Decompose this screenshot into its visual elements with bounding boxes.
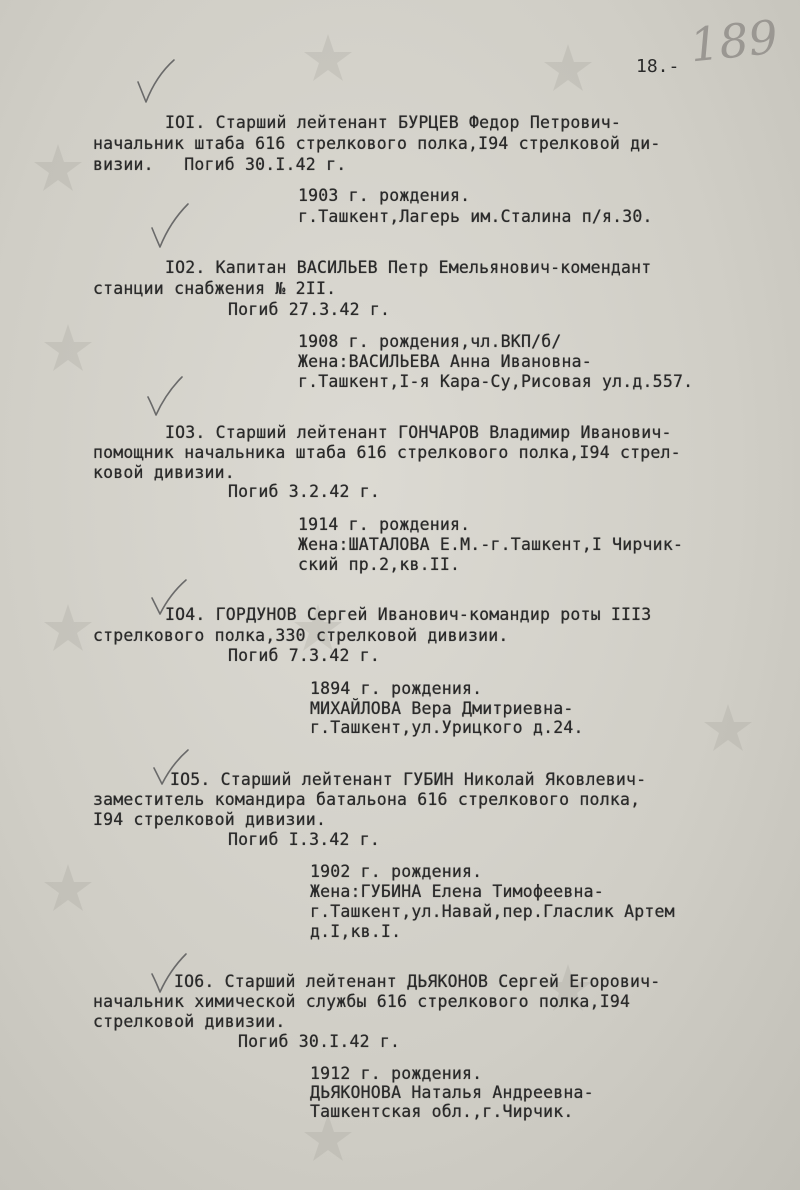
entry-106-line-3: стрелковой дивизии. <box>93 1012 286 1031</box>
entry-105-line-1: IO5. Старший лейтенант ГУБИН Николай Яковлевич- <box>170 770 647 789</box>
entry-105-death: Погиб I.3.42 г. <box>228 830 381 849</box>
entry-106-line-1: IO6. Старший лейтенант ДЬЯКОНОВ Сергей Егорович- <box>174 972 661 991</box>
watermark-star-icon <box>540 40 596 96</box>
entry-104-relative: МИХАЙЛОВА Вера Дмитриевна- <box>310 699 574 718</box>
entry-105-address-2: д.I,кв.I. <box>310 922 402 941</box>
entry-105-line-3: I94 стрелковой дивизии. <box>93 810 327 829</box>
watermark-star-icon <box>700 700 756 756</box>
entry-102-line-2: станции снабжения № 2II. <box>93 279 337 298</box>
entry-103-wife: Жена:ШАТАЛОВА Е.М.-г.Ташкент,I Чирчик- <box>298 535 684 554</box>
handwritten-checkmark-icon <box>142 375 188 425</box>
entry-102-wife: Жена:ВАСИЛЬЕВА Анна Ивановна- <box>298 352 592 371</box>
entry-105-wife: Жена:ГУБИНА Елена Тимофеевна- <box>310 882 604 901</box>
entry-101-birth: 1903 г. рождения. <box>298 186 471 205</box>
entry-103-line-1: IO3. Старший лейтенант ГОНЧАРОВ Владимир Иванович- <box>165 423 672 442</box>
entry-104-line-1: IO4. ГОРДУНОВ Сергей Иванович-командир роты III3 <box>165 605 652 624</box>
entry-105-birth: 1902 г. рождения. <box>310 862 483 881</box>
entry-103-death: Погиб 3.2.42 г. <box>228 482 381 501</box>
entry-105-line-2: заместитель командира батальона 616 стрелкового полка, <box>93 790 641 809</box>
handwritten-checkmark-icon <box>132 56 178 106</box>
entry-102-birth: 1908 г. рождения,чл.ВКП/б/ <box>298 332 562 351</box>
entry-106-birth: 1912 г. рождения. <box>310 1064 483 1083</box>
entry-102-address: г.Ташкент,I-я Кара-Су,Рисовая ул.д.557. <box>298 372 694 391</box>
entry-102-death: Погиб 27.3.42 г. <box>228 300 391 319</box>
entry-106-relative: ДЬЯКОНОВА Наталья Андреевна- <box>310 1083 594 1102</box>
entry-104-birth: 1894 г. рождения. <box>310 679 483 698</box>
watermark-star-icon <box>30 140 86 196</box>
entry-101-address: г.Ташкент,Лагерь им.Сталина п/я.30. <box>298 207 653 226</box>
entry-104-address: г.Ташкент,ул.Урицкого д.24. <box>310 718 584 737</box>
entry-106-line-2: начальник химической службы 616 стрелкового полка,I94 <box>93 992 631 1011</box>
entry-105-address: г.Ташкент,ул.Навай,пер.Гласлик Артем <box>310 902 675 921</box>
watermark-star-icon <box>40 860 96 916</box>
entry-106-death: Погиб 30.I.42 г. <box>238 1032 401 1051</box>
entry-101-line-2: начальник штаба 616 стрелкового полка,I94 стрелковой ди- <box>93 134 661 153</box>
entry-103-address: ский пр.2,кв.II. <box>298 555 461 574</box>
entry-103-line-3: ковой дивизии. <box>93 463 235 482</box>
watermark-star-icon <box>40 320 96 376</box>
entry-106-address: Ташкентская обл.,г.Чирчик. <box>310 1102 574 1121</box>
watermark-star-icon <box>300 30 356 86</box>
entry-101-line-3: визии. Погиб 30.I.42 г. <box>93 155 347 174</box>
entry-103-birth: 1914 г. рождения. <box>298 515 471 534</box>
watermark-star-icon <box>40 600 96 656</box>
entry-101-line-1: IOI. Старший лейтенант БУРЦЕВ Федор Петрович- <box>165 113 622 132</box>
entry-104-line-2: стрелкового полка,330 стрелковой дивизии. <box>93 626 509 645</box>
entry-103-line-2: помощник начальника штаба 616 стрелкового полка,I94 стрел- <box>93 443 681 462</box>
handwritten-checkmark-icon <box>146 200 192 250</box>
page-number: 18.- <box>636 56 680 77</box>
entry-102-line-1: IO2. Капитан ВАСИЛЬЕВ Петр Емельянович-комендант <box>165 258 652 277</box>
entry-104-death: Погиб 7.3.42 г. <box>228 646 381 665</box>
handwritten-page-number: 189 <box>687 9 781 73</box>
